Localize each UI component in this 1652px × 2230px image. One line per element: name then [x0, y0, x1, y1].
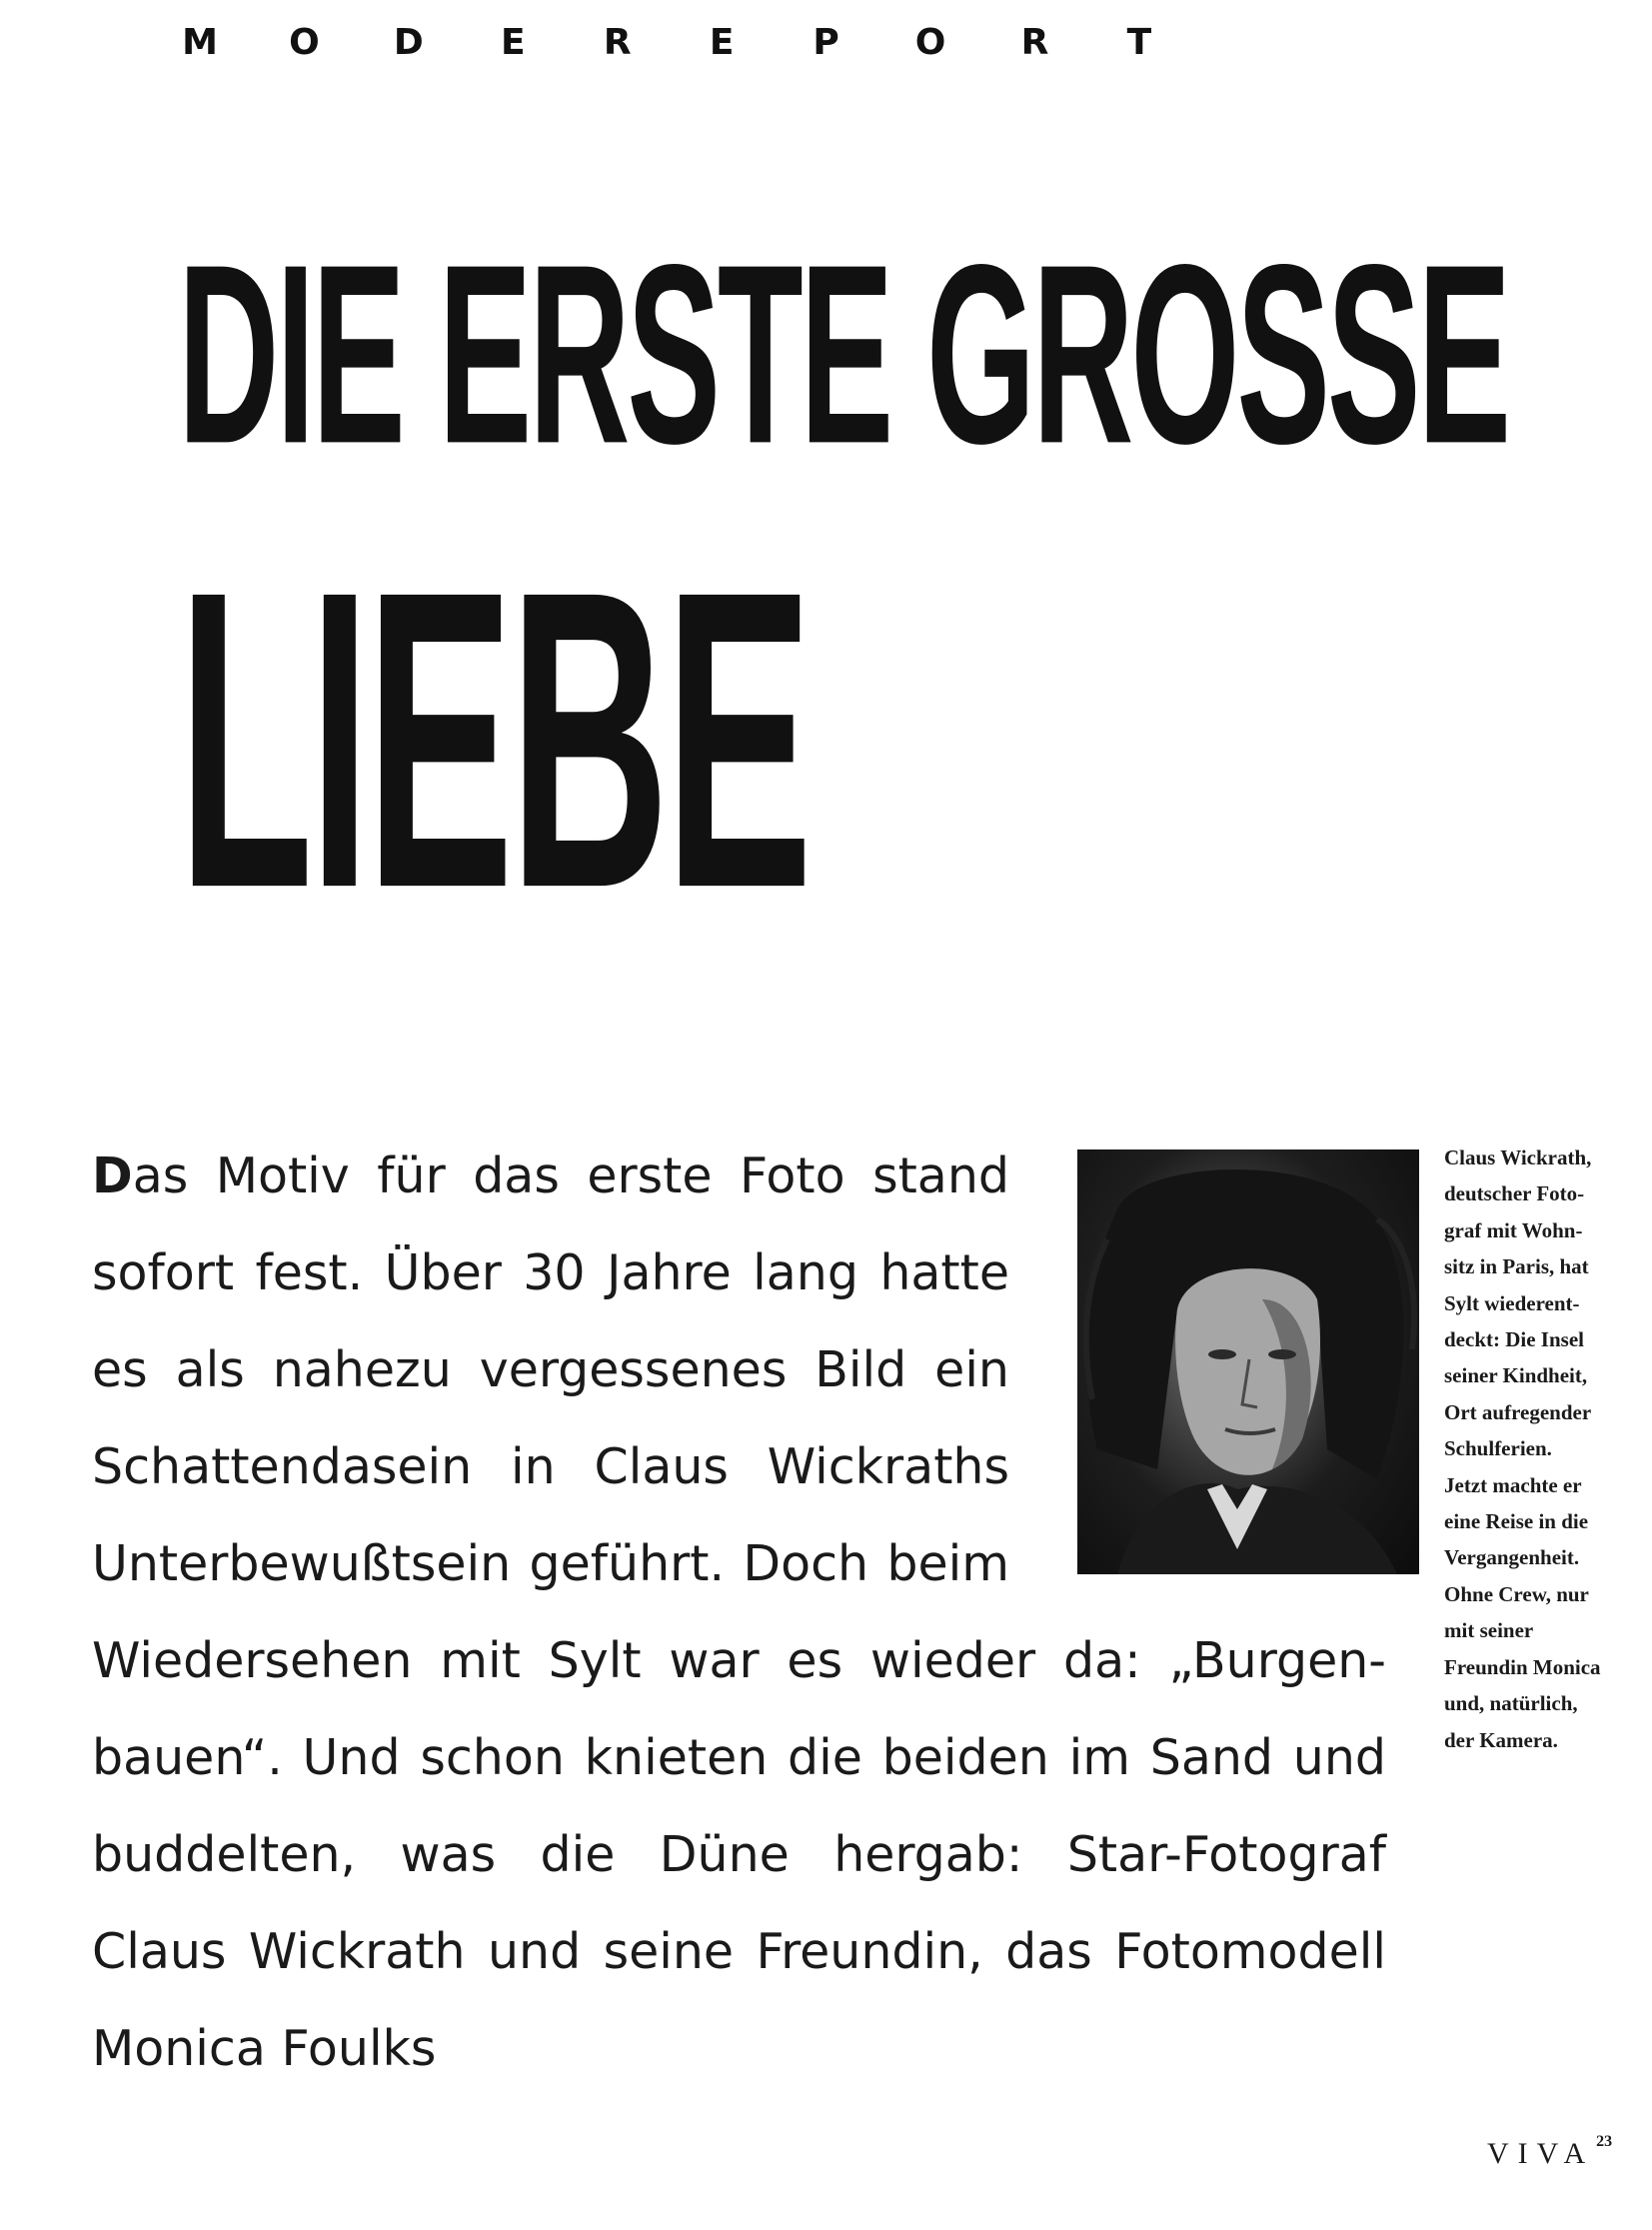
- caption-line: Freundin Monica: [1444, 1654, 1601, 1679]
- photo-caption: [1444, 1139, 1644, 1758]
- caption-line: eine Reise in die: [1444, 1509, 1589, 1534]
- body-line: Wiedersehen mit Sylt war es wieder da: „Burgen-: [92, 1632, 1386, 1689]
- caption-line: graf mit Wohn-: [1444, 1217, 1583, 1242]
- caption-line: Sylt wiederent-: [1444, 1290, 1580, 1315]
- caption-line: der Kamera.: [1444, 1727, 1558, 1752]
- body-line: Monica Foulks: [92, 2020, 437, 2077]
- caption-line: mit seiner: [1444, 1618, 1534, 1643]
- headline-line-1: DIE ERSTE GROSSE: [178, 212, 1508, 498]
- caption-line: Ort aufregender: [1444, 1399, 1592, 1424]
- section-label-letter: P: [813, 22, 839, 63]
- section-label-letter: E: [501, 22, 526, 63]
- caption-line: deutscher Foto-: [1444, 1181, 1585, 1206]
- section-label-letter: E: [709, 22, 735, 63]
- headline-line-2: LIEBE: [178, 503, 809, 977]
- caption-line: und, natürlich,: [1444, 1691, 1578, 1716]
- caption-line: Schulferien.: [1444, 1436, 1552, 1461]
- caption-line: Vergangenheit.: [1444, 1545, 1580, 1570]
- section-label-letter: T: [1126, 22, 1152, 63]
- drop-cap: D: [92, 1147, 133, 1204]
- section-label-letter: R: [603, 22, 632, 63]
- body-line: Claus Wickrath und seine Freundin, das Fotomodell: [92, 1923, 1386, 1980]
- page-number: 23: [1596, 2133, 1613, 2150]
- caption-line: seiner Kindheit,: [1444, 1363, 1588, 1388]
- body-line: bauen“. Und schon knieten die beiden im Sand und: [92, 1729, 1386, 1786]
- section-label-letter: R: [1020, 22, 1049, 63]
- page-footer: [1487, 2133, 1613, 2171]
- caption-line: Jetzt machte er: [1444, 1472, 1582, 1497]
- section-label-letter: M: [182, 22, 218, 63]
- body-line: buddelten, was die Düne hergab: Star-Fotograf: [92, 1826, 1386, 1883]
- body-line: [92, 1127, 1009, 1224]
- portrait-photo: [1077, 1149, 1419, 1574]
- section-label-letter: O: [914, 22, 946, 63]
- portrait-illustration: [1077, 1149, 1419, 1574]
- section-label-letter: D: [393, 22, 424, 63]
- body-line: sofort fest. Über 30 Jahre lang hatte: [92, 1244, 1009, 1301]
- section-label-letter: O: [289, 22, 320, 63]
- body-line: Unterbewußtsein geführt. Doch beim: [92, 1535, 1009, 1592]
- magazine-name: VIVA: [1487, 2137, 1595, 2170]
- body-line-text: as Motiv für das erste Foto stand: [132, 1147, 1009, 1204]
- caption-line: deckt: Die Insel: [1444, 1327, 1584, 1352]
- caption-line: sitz in Paris, hat: [1444, 1254, 1589, 1279]
- caption-line: Claus Wickrath,: [1444, 1145, 1592, 1169]
- body-line: es als nahezu vergessenes Bild ein: [92, 1341, 1009, 1398]
- section-label: [180, 22, 1159, 63]
- caption-line: Ohne Crew, nur: [1444, 1581, 1589, 1606]
- body-line: Schattendasein in Claus Wickraths: [92, 1438, 1009, 1495]
